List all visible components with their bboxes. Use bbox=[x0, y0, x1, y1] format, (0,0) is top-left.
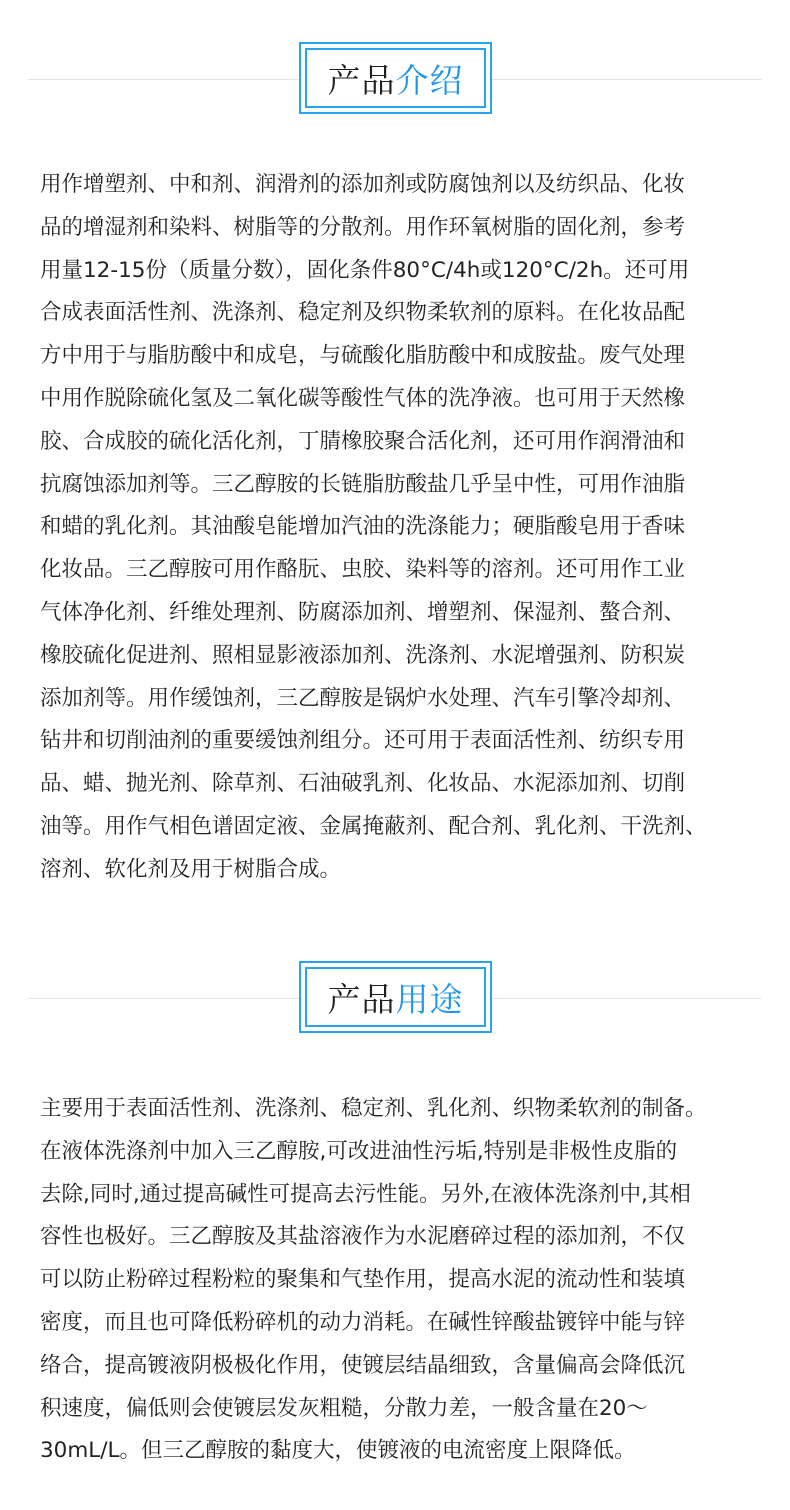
paragraph-line: 主要用于表面活性剂、洗涤剂、稳定剂、乳化剂、织物柔软剂的制备。 bbox=[40, 1096, 707, 1121]
paragraph-line: 方中用于与脂肪酸中和成皂，与硫酸化脂肪酸中和成胺盐。废气处理 bbox=[40, 343, 686, 369]
paragraph-line: 在液体洗涤剂中加入三乙醇胺,可改进油性污垢,特别是非极性皮脂的 bbox=[40, 1138, 678, 1164]
title-frame bbox=[299, 961, 492, 1033]
section-title-blue: 用途 bbox=[395, 979, 464, 1019]
paragraph-line: 胶、合成胶的硫化活化剂，丁腈橡胶聚合活化剂，还可用作润滑油和 bbox=[40, 428, 686, 454]
section-title-dark: 产品 bbox=[327, 979, 396, 1019]
paragraph-line: 油等。用作气相色谱固定液、金属掩蔽剂、配合剂、乳化剂、干洗剂、 bbox=[40, 813, 707, 839]
section-title-blue: 介绍 bbox=[395, 60, 464, 100]
section-title bbox=[305, 48, 486, 108]
paragraph-line: 品、蜡、抛光剂、除草剂、石油破乳剂、化妆品、水泥添加剂、切削 bbox=[40, 771, 686, 797]
paragraph-line: 30mL/L。但三乙醇胺的黏度大，使镀液的电流密度上限降低。 bbox=[40, 1438, 636, 1464]
paragraph-line: 合成表面活性剂、洗涤剂、稳定剂及织物柔软剂的原料。在化妆品配 bbox=[40, 300, 686, 326]
paragraph-line: 橡胶硫化促进剂、照相显影液添加剂、洗涤剂、水泥增强剂、防积炭 bbox=[40, 642, 686, 668]
paragraph-line: 和蜡的乳化剂。其油酸皂能增加汽油的洗涤能力；硬脂酸皂用于香味 bbox=[40, 514, 686, 540]
section-title-dark: 产品 bbox=[327, 60, 396, 100]
paragraph-line: 添加剂等。用作缓蚀剂，三乙醇胺是锅炉水处理、汽车引擎冷却剂、 bbox=[40, 685, 686, 711]
section-header-intro bbox=[0, 42, 790, 118]
paragraph-line: 中用作脱除硫化氢及二氧化碳等酸性气体的洗净液。也可用于天然橡 bbox=[40, 385, 686, 411]
paragraph-line: 络合，提高镀液阴极极化作用，使镀层结晶细致，含量偏高会降低沉 bbox=[40, 1352, 686, 1378]
paragraph-line: 去除,同时,通过提高碱性可提高去污性能。另外,在液体洗涤剂中,其相 bbox=[40, 1181, 691, 1207]
paragraph-line: 用作增塑剂、中和剂、润滑剂的添加剂或防腐蚀剂以及纺织品、化妆 bbox=[40, 172, 686, 197]
section-header-usage bbox=[0, 961, 790, 1037]
paragraph-line: 密度，而且也可降低粉碎机的动力消耗。在碱性锌酸盐镀锌中能与锌 bbox=[40, 1309, 686, 1335]
paragraph-line: 可以防止粉碎过程粉粒的聚集和气垫作用，提高水泥的流动性和装填 bbox=[40, 1267, 686, 1293]
paragraph-line: 钻井和切削油剂的重要缓蚀剂组分。还可用于表面活性剂、纺织专用 bbox=[40, 728, 686, 754]
paragraph-line: 积速度，偏低则会使镀层发灰粗糙，分散力差，一般含量在20～ bbox=[40, 1395, 648, 1421]
paragraph-line: 容性也极好。三乙醇胺及其盐溶液作为水泥磨碎过程的添加剂，不仅 bbox=[40, 1224, 686, 1250]
paragraph-line: 品的增湿剂和染料、树脂等的分散剂。用作环氧树脂的固化剂，参考 bbox=[40, 214, 686, 240]
paragraph-line: 化妆品。三乙醇胺可用作酪朊、虫胶、染料等的溶剂。还可用作工业 bbox=[40, 557, 686, 583]
intro-paragraph bbox=[40, 164, 775, 892]
section-title bbox=[305, 967, 486, 1027]
paragraph-line: 抗腐蚀添加剂等。三乙醇胺的长链脂肪酸盐几乎呈中性，可用作油脂 bbox=[40, 471, 686, 497]
paragraph-line: 气体净化剂、纤维处理剂、防腐添加剂、增塑剂、保湿剂、螯合剂、 bbox=[40, 599, 686, 625]
paragraph-line: 用量12-15份（质量分数），固化条件80°C/4h或120°C/2h。还可用 bbox=[40, 257, 690, 283]
paragraph-line: 溶剂、软化剂及用于树脂合成。 bbox=[40, 856, 342, 882]
usage-paragraph bbox=[40, 1088, 775, 1473]
title-frame bbox=[299, 42, 492, 114]
